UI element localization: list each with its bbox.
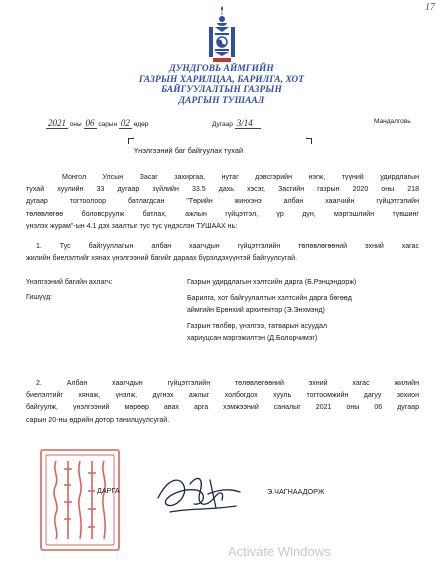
handwritten-signature-icon bbox=[150, 468, 248, 518]
date-month-suffix: сарын bbox=[98, 121, 118, 128]
team-member-2-line-2: хариуцсан мэргэжилтэн (Д.Болорчимэг) bbox=[187, 335, 318, 342]
date-year-suffix: оны bbox=[69, 121, 82, 128]
header-line-1: ДУНДГОВЬ АЙМГИЙН bbox=[169, 64, 274, 74]
item-1-line: 1. Тус байгууллагын албан хаагчдын гүйцэтгэлийн төлөвлөгөөний эхний хагас bbox=[36, 243, 419, 250]
organization-header bbox=[0, 64, 443, 106]
team-members-label: Гишүүд: bbox=[26, 294, 53, 301]
number-value: 3/14 bbox=[235, 118, 261, 129]
item-2-line: сарын 20-ны өдрийн дотор танилцуулсугай. bbox=[26, 416, 170, 424]
item-1-line: жилийн биелэлтийг хянах үнэлгээний багийг дараах бүрэлдэхүүнтэй байгуулсугай. bbox=[26, 255, 298, 263]
signer-name: Э.ЧАГНААДОРЖ bbox=[267, 487, 325, 496]
order-subject: Үнэлгээний баг байгуулах тухай bbox=[134, 146, 244, 155]
item-1-paragraph bbox=[26, 241, 419, 265]
intro-line: үнэлэх журам"-ын 4.1 дэх заалтыг тус тус үндэслэн ТУШААХ нь: bbox=[26, 222, 238, 230]
subject-bracket-right bbox=[306, 138, 312, 144]
intro-line: дугаар тогтоолоор батлагдсан "Төрийн жинхэнэ албан хаагчийн гүйцэтгэлийн bbox=[26, 198, 419, 206]
soyombo-emblem-icon bbox=[207, 4, 237, 66]
number-label: Дугаар bbox=[212, 121, 233, 128]
page-number: 17 bbox=[425, 2, 435, 13]
order-city: Мандалговь bbox=[374, 118, 411, 125]
header-line-4: ДАРГЫН ТУШААЛ bbox=[178, 95, 265, 106]
date-month: 06 bbox=[85, 118, 95, 128]
signer-title: ДАРГА bbox=[97, 486, 120, 495]
date-day: 02 bbox=[120, 118, 130, 128]
team-member-2-line-1: Газрын төлбөр, үнэлгээ, татварын асуудал bbox=[187, 323, 327, 330]
subject-bracket-left bbox=[128, 138, 134, 144]
order-date bbox=[46, 118, 148, 129]
intro-line: Монгол Улсын Засаг захиргаа, нутаг дэвсгэрийн нэгж, түүний удирдлагын bbox=[62, 174, 419, 181]
header-line-2: ГАЗРЫН ХАРИЛЦАА, БАРИЛГА, ХОТ bbox=[138, 74, 305, 85]
date-day-suffix: өдөр bbox=[133, 121, 149, 128]
activate-windows-watermark: Activate Windows bbox=[228, 544, 331, 559]
date-year: 2021 bbox=[48, 118, 66, 128]
intro-line: төлөвлөгөө боловсруулж батлах, ажлын гүйцэтгэл, үр дүн, мэргэшлийн түвшинг bbox=[26, 210, 419, 218]
item-2-paragraph bbox=[26, 378, 419, 427]
official-seal-icon bbox=[38, 447, 122, 553]
item-2-line: биелэлтийг хянаж, үнэлж, дүгнэх ажлыг холбогдох хууль тогтоомжийн дагуу зохион bbox=[26, 392, 419, 400]
team-member-1-line-1: Барилга, хот байгуулалтын хэлтсийн дарга бөгөөд bbox=[187, 295, 352, 302]
item-2-line: 2. Албан хаагчдын гүйцэтгэлийн төлөвлөгөөний эхний хагас жилийн bbox=[36, 380, 419, 387]
team-head-label: Үнэлгээний багийн ахлагч: bbox=[26, 279, 113, 286]
intro-paragraph bbox=[26, 172, 419, 233]
team-head-value: Газрын удирдлагын хэлтсийн дарга (Б.Рэнцэндорж) bbox=[187, 279, 357, 286]
order-number bbox=[212, 118, 261, 129]
intro-line: тухай хуулийн 33 дугаар зүйлийн 33.5 дахь хэсэг, Засгийн газрын 2020 оны 218 bbox=[26, 186, 419, 194]
item-2-line: байгуулж, үнэлгээний мөрөөр авах арга хэмжээний саналыг 2021 оны 06 дугаар bbox=[26, 404, 419, 412]
header-line-3: БАЙГУУЛАЛТЫН ГАЗРЫН bbox=[161, 85, 282, 96]
team-member-1-line-2: аймгийн Ерөнхий архитектор (Э.Энхмэнд) bbox=[187, 307, 325, 314]
